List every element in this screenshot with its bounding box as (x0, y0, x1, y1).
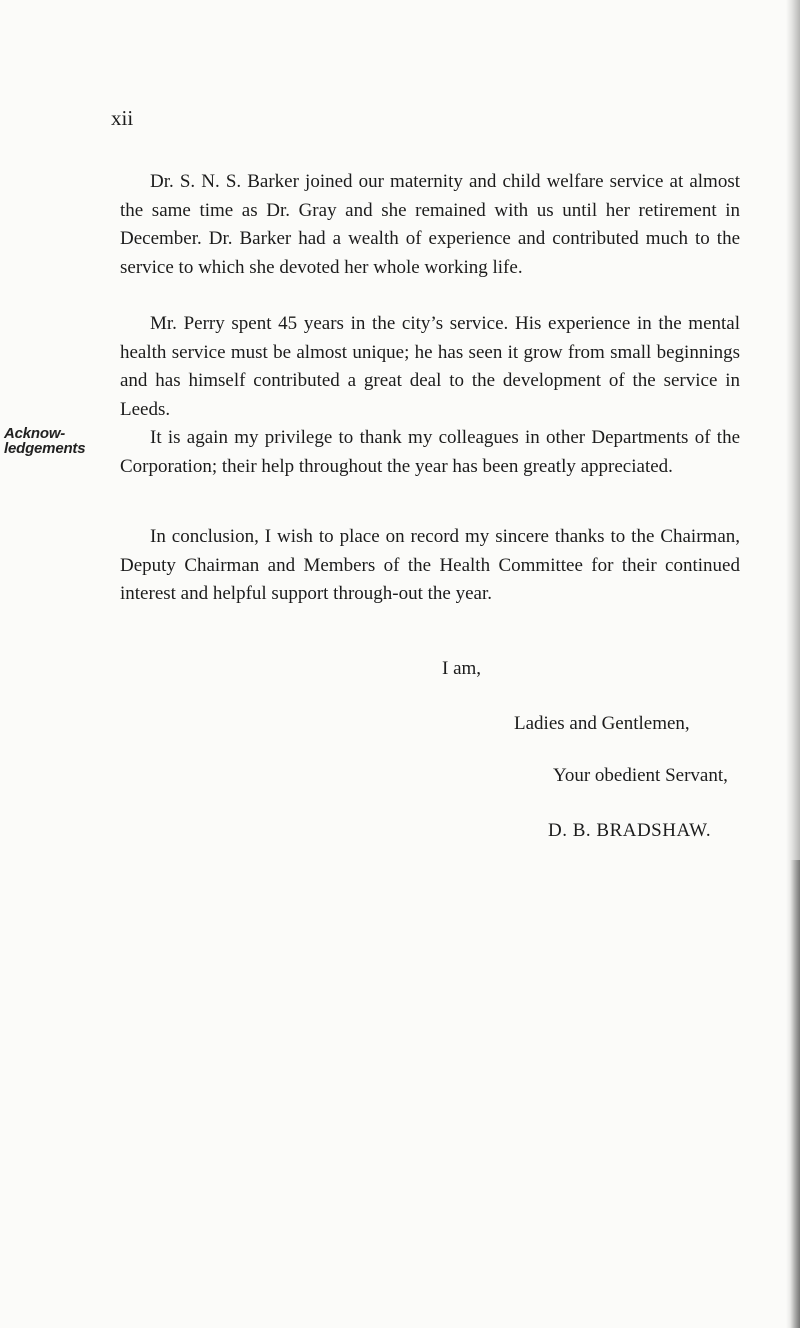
paragraph-text: It is again my privilege to thank my colleagues in other Departments of the Corporation; their help throughout the year has been greatly appreciated. (120, 427, 740, 477)
paragraph-text: Dr. S. N. S. Barker joined our maternity and child welfare service at almost the same time as Dr. Gray and she remained with us until her retirement in December. Dr. Barker had a wealth of experience and contributed much to the service to which she devoted her whole working life. (120, 171, 740, 278)
paragraph-acknowledgements (120, 424, 740, 481)
paragraph-conclusion (120, 523, 740, 609)
paragraph-text: In conclusion, I wish to place on record my sincere thanks to the Chairman, Deputy Chairman and Members of the Health Committee for their continued interest and helpful support through-out the year. (120, 526, 740, 604)
paragraph-barker (120, 168, 740, 282)
margin-note-acknowledgements (4, 426, 100, 456)
signature: D. B. BRADSHAW. (548, 820, 712, 841)
closing-salutation-2: Ladies and Gentlemen, (514, 713, 690, 734)
paragraph-perry (120, 310, 740, 424)
closing-salutation-1: I am, (442, 658, 482, 679)
page-number: xii (111, 106, 134, 130)
margin-note-text: Acknow- ledgements (4, 425, 86, 457)
page-edge-shadow-lower (790, 860, 800, 1328)
closing-valediction: Your obedient Servant, (553, 765, 728, 786)
paragraph-text: Mr. Perry spent 45 years in the city’s service. His experience in the mental health service must be almost unique; he has seen it grow from small beginnings and has himself contributed a great deal to the development of the service in Leeds. (120, 313, 740, 420)
